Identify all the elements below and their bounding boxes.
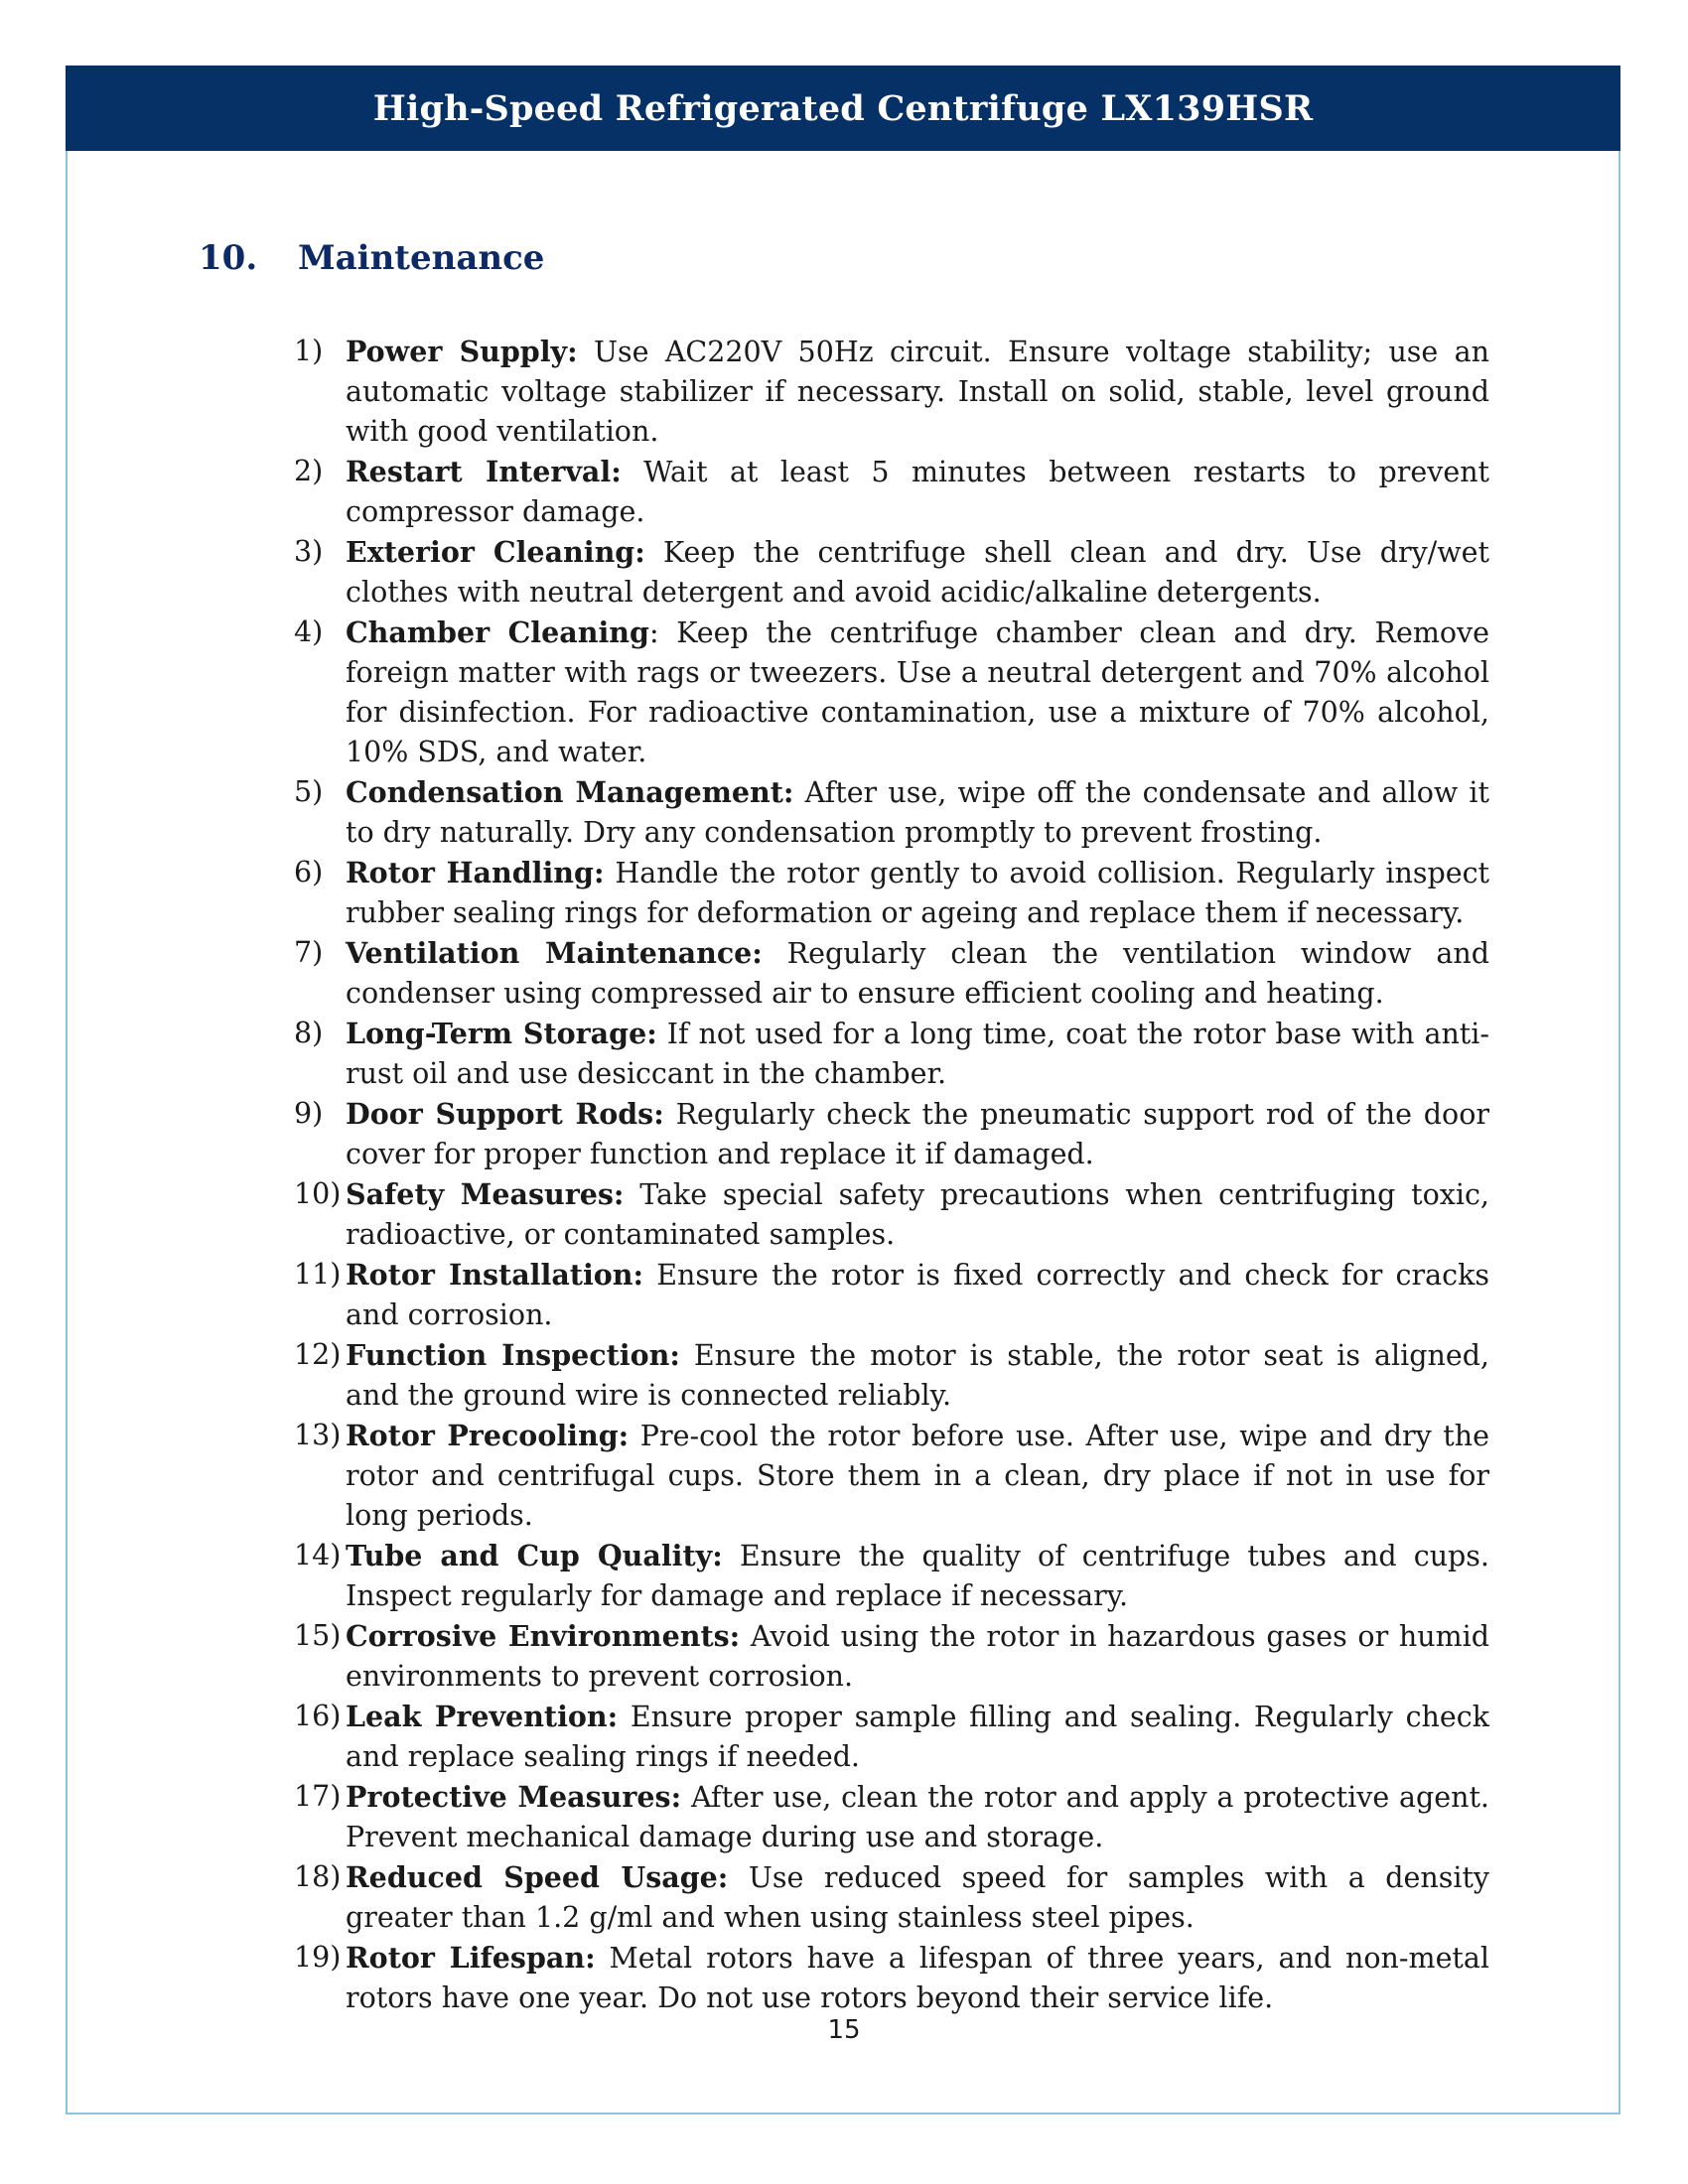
item-term: Safety Measures: (346, 1177, 625, 1211)
item-body (346, 1174, 1489, 1255)
item-text: Keep the centrifuge shell clean and dry. Use dry/wet clothes with neutral detergent and avoid acidic/alkaline detergents. (346, 536, 1489, 609)
section-title: Maintenance (298, 238, 545, 278)
item-text: Regularly check the pneumatic support rod of the door cover for proper function and replace it if damaged. (346, 1098, 1489, 1170)
list-item (294, 532, 1489, 613)
item-term: Tube and Cup Quality: (346, 1539, 723, 1572)
item-body (346, 853, 1489, 933)
item-number: 10) (294, 1177, 342, 1210)
item-text: Ensure the motor is stable, the rotor seat is aligned, and the ground wire is connected reliably. (346, 1339, 1489, 1412)
item-body (346, 1697, 1489, 1777)
page-number: 15 (827, 2015, 861, 2045)
item-term: Door Support Rods: (346, 1097, 664, 1131)
list-item (294, 332, 1489, 452)
item-text: Use AC220V 50Hz circuit. Ensure voltage stability; use an automatic voltage stabilizer if necessary. Install on solid, stable, level ground with good ventilation. (346, 336, 1489, 448)
item-body (346, 772, 1489, 853)
item-number: 1) (294, 335, 324, 367)
maintenance-list (294, 332, 1489, 2018)
item-number: 11) (294, 1258, 342, 1291)
item-number: 18) (294, 1860, 342, 1893)
list-item (294, 1174, 1489, 1255)
item-text: Avoid using the rotor in hazardous gases or humid environments to prevent corrosion. (346, 1620, 1489, 1693)
item-text: Handle the rotor gently to avoid collision. Regularly inspect rubber sealing rings for deformation or ageing and replace them if necessary. (346, 857, 1490, 929)
item-term: Function Inspection: (346, 1338, 680, 1372)
item-text: After use, clean the rotor and apply a protective agent. Prevent mechanical damage during use and storage. (346, 1781, 1489, 1853)
item-term: Power Supply: (346, 335, 578, 368)
item-number: 7) (294, 936, 324, 969)
item-body (346, 1335, 1489, 1416)
item-number: 6) (294, 856, 324, 888)
item-term: Condensation Management: (346, 775, 794, 809)
item-number: 9) (294, 1097, 324, 1130)
item-number: 16) (294, 1700, 342, 1732)
item-number: 19) (294, 1941, 342, 1974)
list-item (294, 1616, 1489, 1697)
item-number: 5) (294, 775, 324, 808)
item-body (346, 1857, 1489, 1938)
header-band (66, 66, 1620, 151)
item-number: 13) (294, 1419, 342, 1451)
section-number: 10. (199, 238, 258, 278)
item-number: 2) (294, 455, 324, 487)
item-number: 12) (294, 1338, 342, 1371)
item-body (346, 1938, 1489, 2018)
item-number: 15) (294, 1619, 342, 1652)
item-text: Metal rotors have a lifespan of three years, and non-metal rotors have one year. Do not use rotors beyond their service life. (346, 1942, 1489, 2014)
item-text: Ensure the quality of centrifuge tubes and cups. Inspect regularly for damage and replace if necessary. (346, 1540, 1489, 1612)
item-text: Pre-cool the rotor before use. After use, wipe and dry the rotor and centrifugal cups. Store them in a clean, dry place if not in use for long periods. (346, 1420, 1489, 1532)
item-body (346, 933, 1489, 1014)
item-body (346, 1255, 1489, 1335)
item-text: If not used for a long time, coat the rotor base with anti-rust oil and use desiccant in the chamber. (346, 1018, 1489, 1090)
list-item (294, 1857, 1489, 1938)
item-text: Ensure proper sample filling and sealing. Regularly check and replace sealing rings if needed. (346, 1701, 1489, 1773)
item-term: Chamber Cleaning (346, 615, 649, 649)
item-term: Corrosive Environments: (346, 1619, 741, 1653)
item-number: 17) (294, 1780, 342, 1813)
item-number: 8) (294, 1017, 324, 1049)
item-term: Protective Measures: (346, 1780, 682, 1814)
item-text: Take special safety precautions when centrifuging toxic, radioactive, or contaminated samples. (346, 1178, 1489, 1251)
list-item (294, 613, 1489, 772)
item-text: Regularly clean the ventilation window and condenser using compressed air to ensure efficient cooling and heating. (346, 937, 1489, 1010)
item-number: 4) (294, 615, 324, 648)
list-item (294, 933, 1489, 1014)
list-item (294, 853, 1489, 933)
item-body (346, 1777, 1489, 1857)
item-term: Rotor Precooling: (346, 1419, 630, 1452)
item-body (346, 532, 1489, 613)
item-number: 14) (294, 1539, 342, 1571)
item-body (346, 613, 1489, 772)
list-item (294, 1697, 1489, 1777)
list-item (294, 1777, 1489, 1857)
item-text: After use, wipe off the condensate and allow it to dry naturally. Dry any condensation promptly to prevent frosting. (346, 776, 1490, 849)
item-term: Leak Prevention: (346, 1700, 619, 1733)
list-item (294, 1255, 1489, 1335)
list-item (294, 452, 1489, 532)
item-term: Long-Term Storage: (346, 1017, 657, 1050)
item-body (346, 332, 1489, 452)
item-body (346, 1616, 1489, 1697)
item-body (346, 1014, 1489, 1094)
item-text: Ensure the rotor is fixed correctly and check for cracks and corrosion. (346, 1259, 1489, 1331)
item-term: Rotor Lifespan: (346, 1941, 596, 1975)
item-term: Reduced Speed Usage: (346, 1860, 729, 1894)
list-item (294, 1536, 1489, 1616)
item-term: Rotor Handling: (346, 856, 605, 889)
item-term: Rotor Installation: (346, 1258, 644, 1292)
item-text: Wait at least 5 minutes between restarts to prevent compressor damage. (346, 456, 1489, 528)
list-item (294, 1335, 1489, 1416)
list-item (294, 1094, 1489, 1174)
list-item (294, 772, 1489, 853)
item-text: : Keep the centrifuge chamber clean and dry. Remove foreign matter with rags or tweezers. Use a neutral detergent and 70% alcohol for disinfection. For radioactive contamination, use a mixture of 70% alcohol, 10% SDS, and water. (346, 616, 1489, 768)
list-item (294, 1938, 1489, 2018)
item-body (346, 1416, 1489, 1536)
document-title: High-Speed Refrigerated Centrifuge LX139HSR (372, 87, 1314, 129)
section-heading (199, 238, 544, 278)
item-body (346, 1536, 1489, 1616)
item-term: Ventilation Maintenance: (346, 936, 763, 970)
item-term: Restart Interval: (346, 455, 622, 488)
list-item (294, 1014, 1489, 1094)
item-term: Exterior Cleaning: (346, 535, 645, 569)
item-body (346, 1094, 1489, 1174)
list-item (294, 1416, 1489, 1536)
item-text: Use reduced speed for samples with a density greater than 1.2 g/ml and when using stainless steel pipes. (346, 1861, 1490, 1934)
item-body (346, 452, 1489, 532)
item-number: 3) (294, 535, 324, 568)
